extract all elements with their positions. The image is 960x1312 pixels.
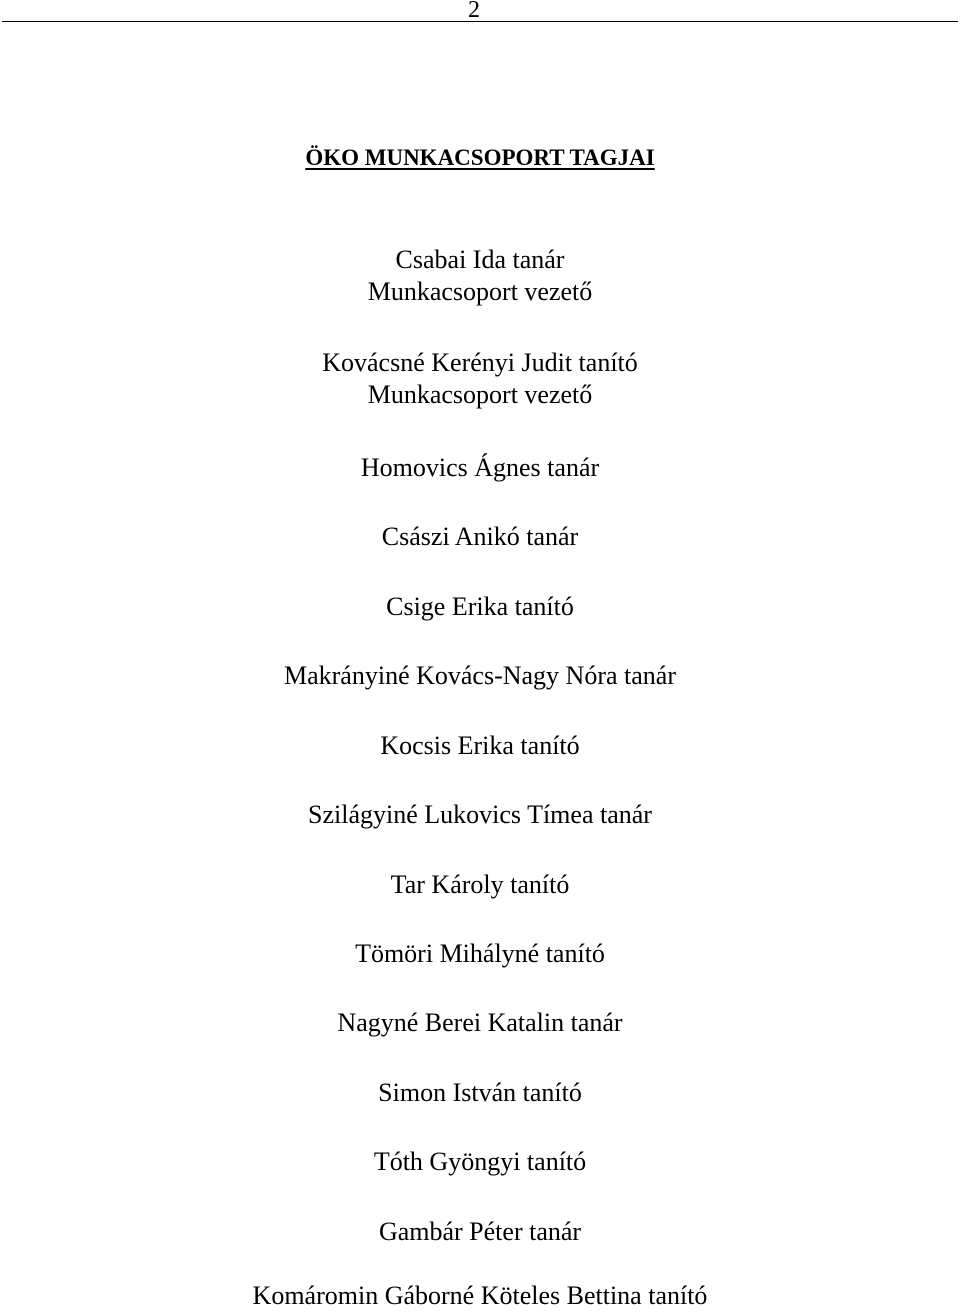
member-name: Makrányiné Kovács-Nagy Nóra tanár <box>283 661 676 690</box>
member-item <box>0 591 960 623</box>
page-title <box>0 143 960 173</box>
member-item <box>0 1077 960 1109</box>
member-item <box>0 1216 960 1248</box>
member-item <box>0 1280 960 1312</box>
member-item <box>0 1146 960 1178</box>
page-header <box>0 0 960 24</box>
member-name: Tar Károly tanító <box>390 870 570 899</box>
member-item <box>0 452 960 484</box>
header-rule <box>2 21 958 22</box>
member-name: Simon István tanító <box>378 1078 582 1107</box>
member-name: Tömöri Mihályné tanító <box>355 939 605 968</box>
member-item <box>0 730 960 762</box>
member-item <box>0 799 960 831</box>
member-item <box>0 869 960 901</box>
member-name: Szilágyiné Lukovics Tímea tanár <box>308 800 652 829</box>
member-item <box>0 660 960 692</box>
member-name: Tóth Gyöngyi tanító <box>373 1147 587 1176</box>
member-item <box>0 1007 960 1039</box>
member-name: Császi Anikó tanár <box>381 522 579 551</box>
member-name: Csige Erika tanító <box>386 592 574 621</box>
member-item <box>0 347 960 411</box>
page-number: 2 <box>468 0 480 23</box>
member-name: Homovics Ágnes tanár <box>360 453 600 482</box>
member-name: Nagyné Berei Katalin tanár <box>337 1008 623 1037</box>
member-name: Csabai Ida tanár <box>395 245 565 274</box>
member-item <box>0 521 960 553</box>
member-role: Munkacsoport vezető <box>367 277 593 306</box>
member-name: Kovácsné Kerényi Judit tanító <box>322 348 638 377</box>
member-item <box>0 244 960 308</box>
page-title-text: ÖKO MUNKACSOPORT TAGJAI <box>305 145 655 170</box>
member-name: Kocsis Erika tanító <box>380 731 580 760</box>
member-name: Gambár Péter tanár <box>378 1217 582 1246</box>
member-item <box>0 938 960 970</box>
member-role: Munkacsoport vezető <box>367 380 593 409</box>
member-name: Komáromin Gáborné Köteles Bettina tanító <box>252 1281 708 1310</box>
